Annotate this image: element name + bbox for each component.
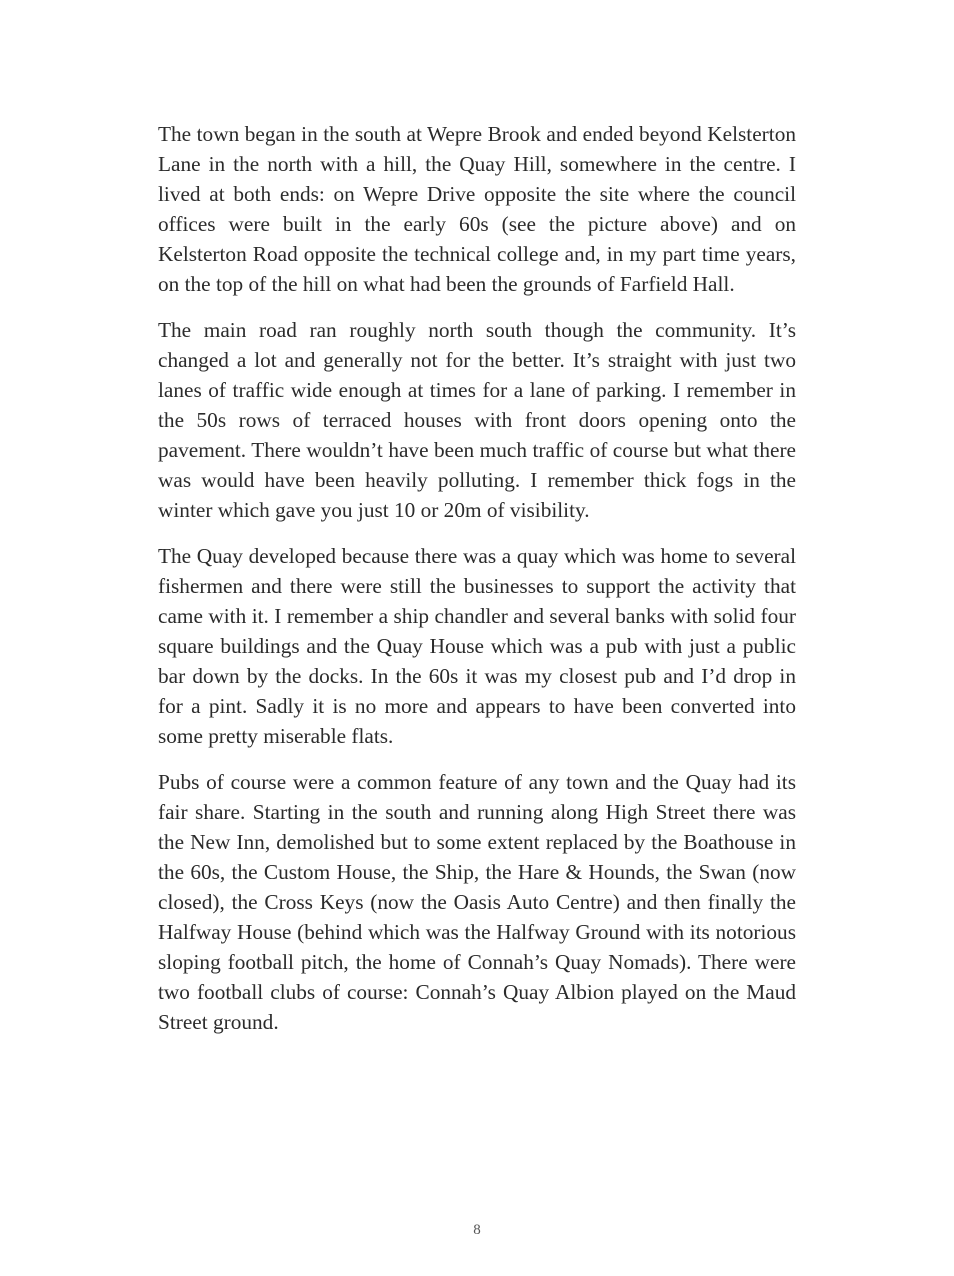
paragraph-town-layout: The town began in the south at Wepre Brook and ended beyond Kelsterton Lane in the north with a hill, the Quay Hill, somewhere in the centre. I lived at both ends: on Wepre Drive opposite the site where the council offices were built in the early 60s (see the picture above) and on Kelsterton Road opposite the technical college and, in my part time years, on the top of the hill on what had been the grounds of Farfield Hall. <box>158 122 796 296</box>
paragraph-quay-history: The Quay developed because there was a quay which was home to several fishermen and there were still the businesses to support the activity that came with it. I remember a ship chandler and several banks with solid four square buildings and the Quay House which was a pub with just a public bar down by the docks. In the 60s it was my closest pub and I’d drop in for a pint. Sadly it is no more and appears to have been converted into some pretty miserable flats. <box>158 544 796 748</box>
page-body <box>158 119 796 1053</box>
paragraph-pubs: Pubs of course were a common feature of any town and the Quay had its fair share. Starting in the south and running along High Street there was the New Inn, demolished but to some extent replaced by the Boathouse in the 60s, the Custom House, the Ship, the Hare & Hounds, the Swan (now closed), the Cross Keys (now the Oasis Auto Centre) and then finally the Halfway House (behind which was the Halfway Ground with its notorious sloping football pitch, the home of Connah’s Quay Nomads). There were two football clubs of course: Connah’s Quay Albion played on the Maud Street ground. <box>158 770 796 1034</box>
paragraph-main-road: The main road ran roughly north south though the community. It’s changed a lot and generally not for the better. It’s straight with just two lanes of traffic wide enough at times for a lane of parking. I remember in the 50s rows of terraced houses with front doors opening onto the pavement. There wouldn’t have been much traffic of course but what there was would have been heavily polluting. I remember thick fogs in the winter which gave you just 10 or 20m of visibility. <box>158 318 796 522</box>
page-number: 8 <box>473 1222 481 1238</box>
